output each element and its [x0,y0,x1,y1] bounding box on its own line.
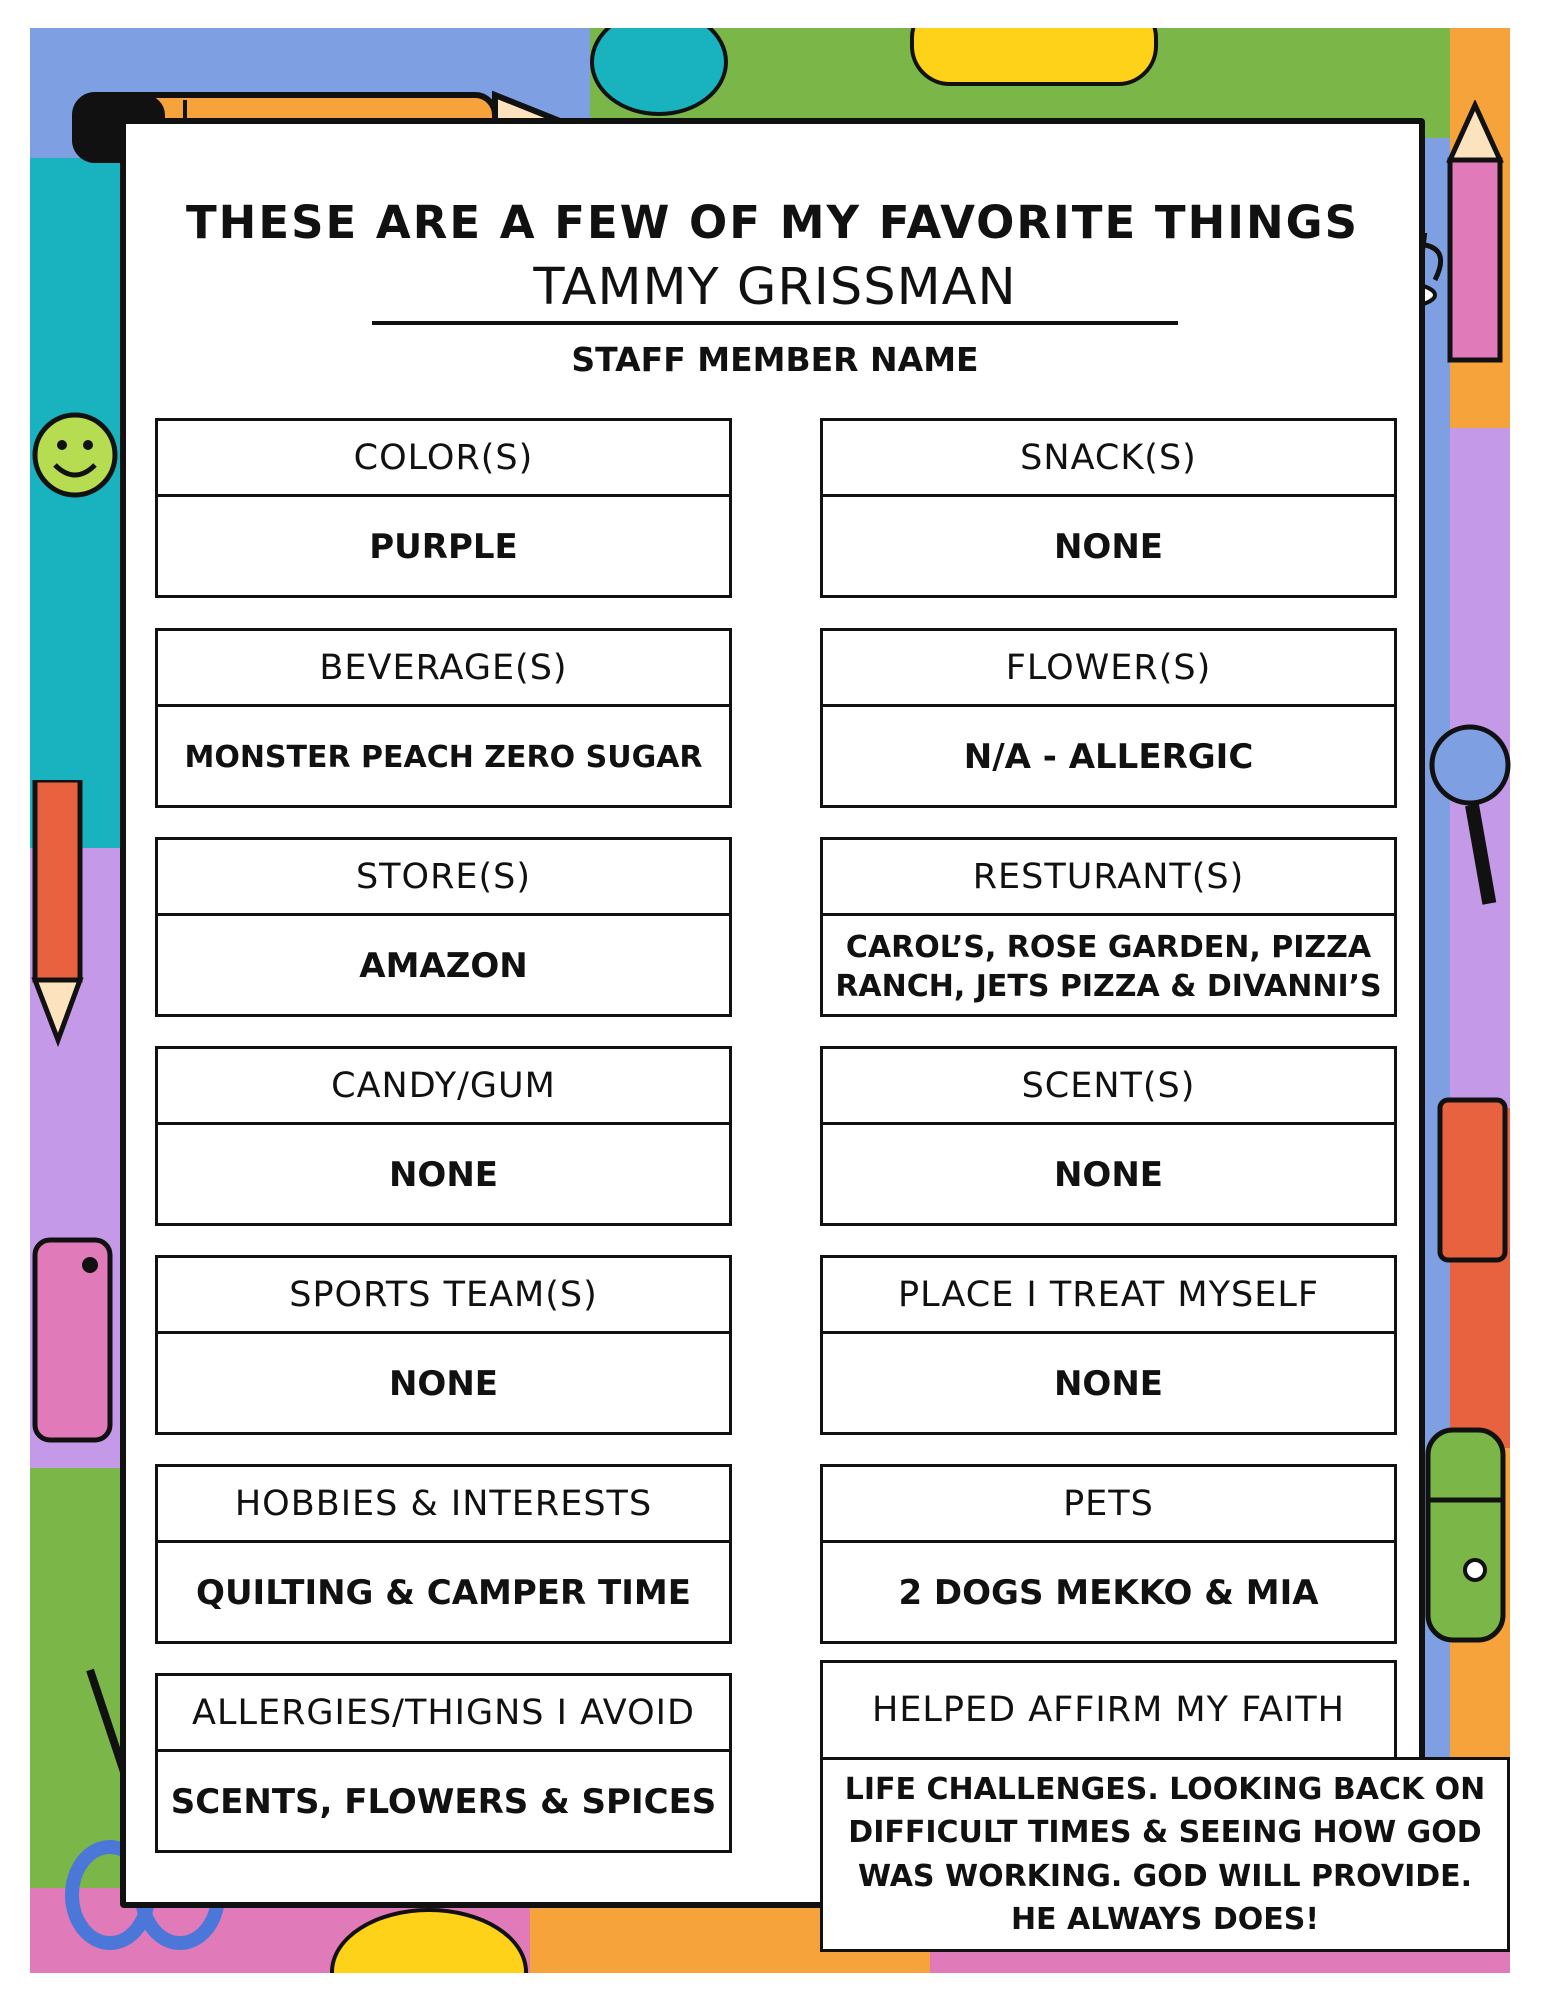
field-label: STORE(S) [158,840,729,916]
field-value: QUILTING & CAMPER TIME [196,1573,691,1614]
field-value: NONE [388,1364,499,1405]
field-value: NONE [1053,1155,1164,1196]
field-label: PETS [823,1467,1394,1543]
field-allergies [155,1673,732,1853]
field-faith-value: LIFE CHALLENGES. LOOKING BACK ON DIFFICULT TIMES & SEEING HOW GOD WAS WORKING. GOD WILL PROVIDE. HE ALWAYS DOES! [820,1757,1510,1952]
field-sports-teams [155,1255,732,1435]
field-faith-label: HELPED AFFIRM MY FAITH [820,1660,1397,1757]
field-snacks [820,418,1397,598]
field-value: NONE [1053,527,1164,568]
field-value: N/A - ALLERGIC [963,737,1254,778]
stapler-icon [30,1220,120,1450]
field-value: MONSTER PEACH ZERO SUGAR [184,740,703,775]
field-value: SCENTS, FLOWERS & SPICES [170,1782,717,1823]
flag-icon [1435,1090,1510,1270]
smiley-icon [30,405,120,505]
staff-name: TAMMY GRISSMAN [533,258,1017,317]
field-label: PLACE I TREAT MYSELF [823,1258,1394,1334]
field-value: NONE [388,1155,499,1196]
magnifier-icon [1425,720,1515,930]
pencil-icon [30,780,90,1050]
field-hobbies [155,1464,732,1644]
name-underline [372,321,1178,325]
staff-name-label: STAFF MEMBER NAME [571,340,979,379]
field-label: SCENT(S) [823,1049,1394,1125]
field-flowers [820,628,1397,808]
field-label: CANDY/GUM [158,1049,729,1125]
field-label: COLOR(S) [158,421,729,497]
field-label: HOBBIES & INTERESTS [158,1467,729,1543]
field-value: CAROL’S, ROSE GARDEN, PIZZA RANCH, JETS PIZZA & DIVANNI’S [835,929,1382,1004]
field-value: 2 DOGS MEKKO & MIA [898,1573,1319,1614]
field-scents [820,1046,1397,1226]
field-beverages [155,628,732,808]
field-label: ALLERGIES/THIGNS I AVOID [158,1676,729,1752]
field-restaurants [820,837,1397,1017]
field-candy-gum [155,1046,732,1226]
field-label: FLOWER(S) [823,631,1394,707]
field-pets [820,1464,1397,1644]
field-stores [155,837,732,1017]
page-title: THESE ARE A FEW OF MY FAVORITE THINGS [185,196,1359,249]
field-label: BEVERAGE(S) [158,631,729,707]
field-label: SNACK(S) [823,421,1394,497]
field-colors [155,418,732,598]
field-label: SPORTS TEAM(S) [158,1258,729,1334]
field-treat-place [820,1255,1397,1435]
field-value: AMAZON [359,946,528,987]
field-label: RESTURANT(S) [823,840,1394,916]
field-value: PURPLE [369,527,518,568]
backpack-icon [1420,1420,1510,1650]
field-value: NONE [1053,1364,1164,1405]
pencil-icon [1440,100,1510,380]
